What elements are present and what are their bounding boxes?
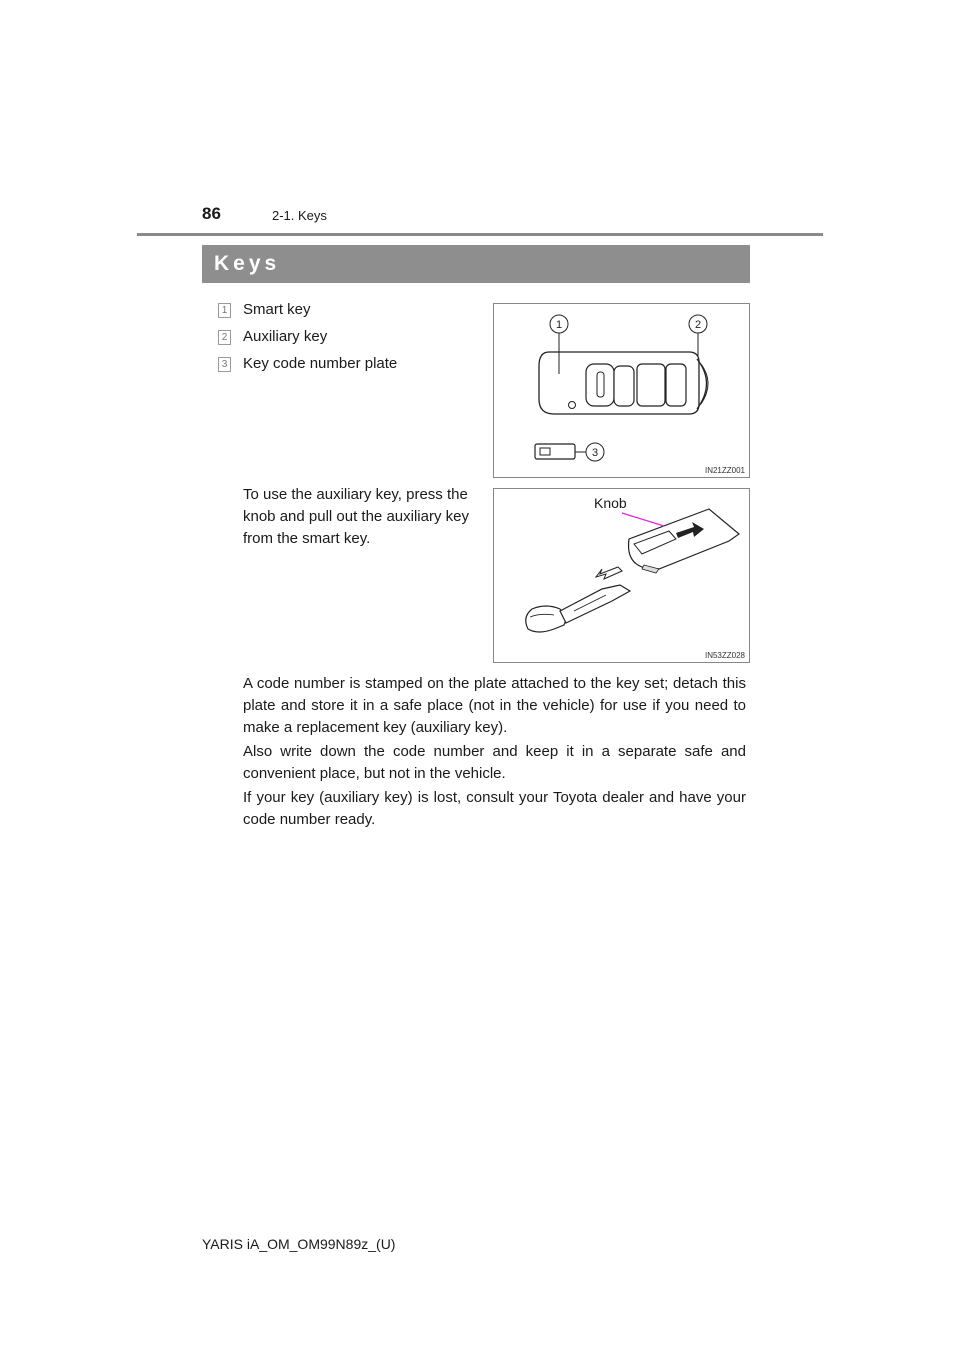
list-item-label: Key code number plate (243, 355, 398, 372)
document-id: YARIS iA_OM_OM99N89z_(U) (202, 1236, 396, 1252)
paragraph-code-plate: A code number is stamped on the plate attached to the key set; detach this plate and store it in a safe place (not in the vehicle) for use if you need to make a replacement key (auxiliary key). (243, 675, 746, 736)
smart-key-illustration (493, 303, 750, 478)
auxiliary-key-removal-illustration (493, 488, 750, 663)
header-divider (137, 233, 823, 236)
paragraph-lost-key: If your key (auxiliary key) is lost, consult your Toyota dealer and have your code number ready. (243, 789, 746, 828)
figure-code: IN53ZZ028 (704, 651, 745, 660)
smart-key-drawing (494, 304, 749, 477)
item-number-badge: 3 (218, 357, 231, 372)
section-header (202, 245, 750, 283)
item-number-badge: 1 (218, 303, 231, 318)
paragraph-write-down: Also write down the code number and keep it in a separate safe and convenient place, but not in the vehicle. (243, 743, 746, 782)
breadcrumb: 2-1. Keys (272, 208, 327, 223)
auxiliary-key-drawing (494, 489, 749, 662)
callout-3-label: 3 (591, 447, 599, 459)
list-item-label: Smart key (243, 301, 311, 318)
section-title: Keys (214, 252, 281, 275)
knob-label: Knob (594, 495, 627, 511)
knob-pointer (622, 513, 664, 526)
item-number-badge: 2 (218, 330, 231, 345)
page-number: 86 (202, 204, 221, 223)
figure-code: IN21ZZ001 (704, 466, 745, 475)
callout-2-label: 2 (694, 319, 702, 331)
instruction-text: To use the auxiliary key, press the knob and pull out the auxiliary key from the smart key. (243, 486, 469, 547)
list-item-label: Auxiliary key (243, 328, 328, 345)
callout-1-label: 1 (555, 319, 563, 331)
